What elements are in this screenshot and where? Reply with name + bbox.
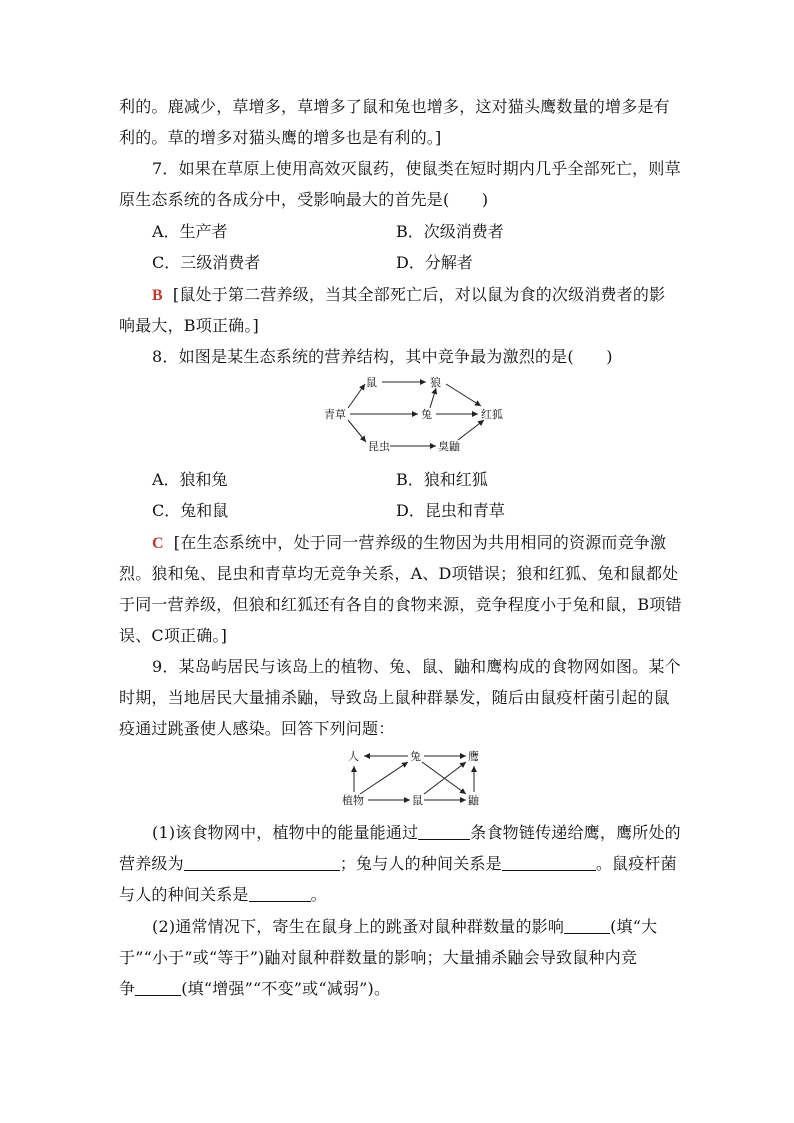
q9-part-1-cont: 与人的种间关系是 。	[119, 885, 327, 904]
q7-explanation	[152, 284, 665, 307]
q9-part-2-cont: 于”“小于”或“等于”)鼬对鼠种群数量的影响；大量捕杀鼬会导致鼠种内竞	[119, 948, 638, 967]
question-9-stem: 9．某岛屿居民与该岛上的植物、兔、鼠、鼬和鹰构成的食物网如图。某个	[152, 657, 681, 676]
node-wolf: 狼	[430, 376, 441, 389]
node-mouse: 鼠	[412, 794, 423, 807]
answer-blank[interactable]	[249, 885, 311, 902]
q8-option-d: D．昆虫和青草	[396, 501, 505, 520]
node-fox: 红狐	[481, 408, 503, 421]
q7-answer: B	[152, 287, 163, 304]
question-9-stem-cont: 时期，当地居民大量捕杀鼬，导致岛上鼠种群暴发，随后由鼠疫杆菌引起的鼠	[119, 688, 670, 707]
q7-option-b: B．次级消费者	[396, 222, 504, 241]
node-mouse: 鼠	[366, 376, 377, 389]
food-web-diagram-2	[338, 748, 494, 810]
q7-explanation-text: [鼠处于第二营养级，当其全部死亡后，对以鼠为食的次级消费者的影	[172, 285, 666, 304]
node-insect: 昆虫	[368, 440, 390, 453]
node-plant: 植物	[342, 794, 364, 807]
q7-option-c: C．三级消费者	[152, 253, 261, 272]
answer-blank[interactable]	[502, 854, 596, 871]
node-rabbit: 兔	[421, 408, 432, 421]
q7-option-a: A．生产者	[152, 222, 228, 241]
q8-answer: C	[152, 535, 164, 552]
node-skunk: 臭鼬	[438, 440, 460, 453]
q9-part-2: (2)通常情况下，寄生在鼠身上的跳蚤对鼠种群数量的影响 (填“大	[152, 917, 658, 936]
node-eagle: 鹰	[468, 750, 479, 763]
q9-part-1: (1)该食物网中，植物中的能量能通过 条食物链传递给鹰，鹰所处的	[152, 823, 681, 842]
q8-explanation-cont: 于同一营养级，但狼和红狐还有各自的食物来源，竞争程度小于兔和鼠，B项错	[119, 595, 682, 614]
text-line: 利的。鹿减少，草增多，草增多了鼠和兔也增多，这对猫头鹰数量的增多是有	[119, 97, 670, 116]
q7-explanation-cont: 响最大，B项正确。]	[119, 316, 260, 335]
q8-option-a: A．狼和兔	[152, 470, 228, 489]
question-7-stem-cont: 原生态系统的各成分中，受影响最大的首先是( )	[119, 190, 489, 209]
question-7-stem: 7．如果在草原上使用高效灭鼠药，使鼠类在短时期内几乎全部死亡，则草	[152, 159, 681, 178]
q8-option-c: C．兔和鼠	[152, 501, 229, 520]
question-8-stem: 8．如图是某生态系统的营养结构，其中竞争最为激烈的是( )	[152, 347, 613, 366]
q8-explanation-text: [在生态系统中，处于同一营养级的生物因为共用相同的资源而竞争激	[173, 533, 667, 552]
node-grass: 青草	[324, 408, 346, 421]
q8-option-b: B．狼和红狐	[396, 470, 488, 489]
text-line: 利的。草的增多对猫头鹰的增多也是有利的。]	[119, 128, 442, 147]
question-9-stem-cont: 疫通过跳蚤使人感染。回答下列问题：	[119, 719, 395, 738]
q9-part-2-cont: 争 (填“增强”“不变”或“减弱”)。	[119, 979, 391, 998]
q9-part-1-cont: 营养级为 ；兔与人的种间关系是 。鼠疫杆菌	[119, 854, 677, 873]
answer-blank[interactable]	[418, 823, 470, 840]
q8-explanation	[152, 532, 666, 555]
node-weasel: 鼬	[468, 794, 479, 807]
q8-explanation-cont: 误、C项正确。]	[119, 626, 228, 645]
answer-blank[interactable]	[135, 979, 181, 996]
node-rabbit: 兔	[410, 750, 421, 763]
q8-explanation-cont: 烈。狼和兔、昆虫和青草均无竞争关系，A、D项错误；狼和红狐、兔和鼠都处	[119, 564, 679, 583]
answer-blank[interactable]	[564, 917, 610, 934]
food-web-diagram-1	[318, 374, 518, 458]
answer-blank[interactable]	[184, 854, 340, 871]
node-human: 人	[348, 750, 359, 763]
q7-option-d: D．分解者	[396, 253, 473, 272]
